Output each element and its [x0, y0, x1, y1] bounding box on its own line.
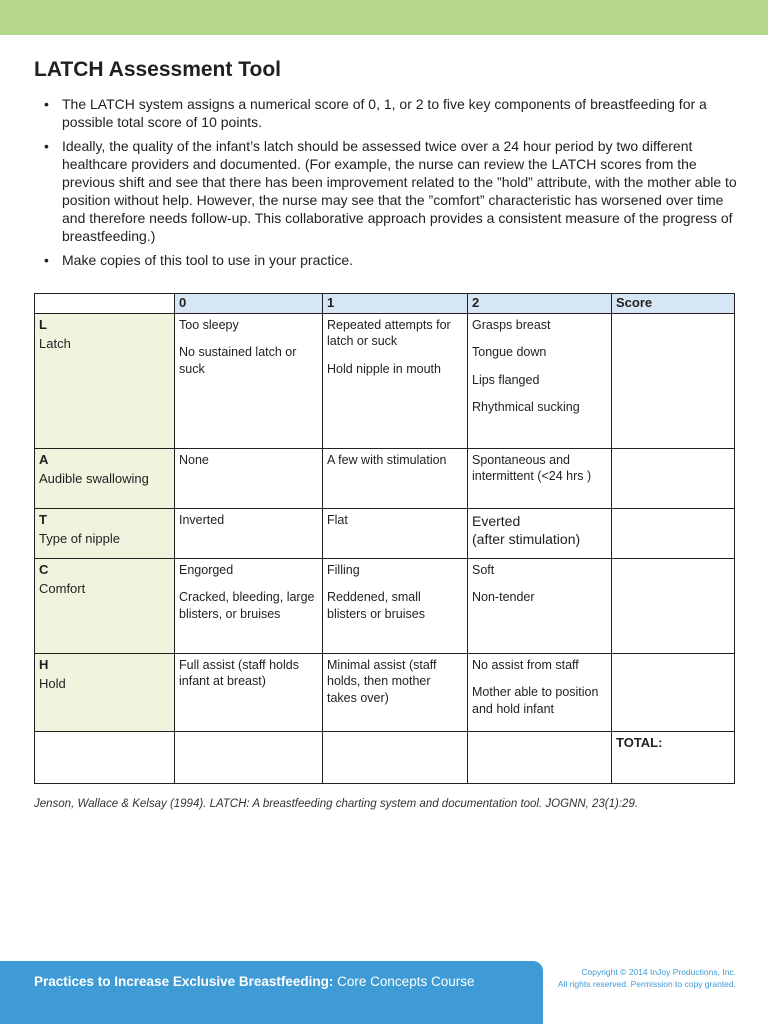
copyright-line: All rights reserved. Permission to copy granted.	[557, 979, 736, 989]
footer-banner	[0, 961, 543, 1024]
header-score-0: 0	[175, 294, 323, 314]
total-empty-cell	[323, 731, 468, 783]
top-color-band	[0, 0, 768, 35]
cell-text: (after stimulation)	[472, 530, 581, 547]
cell-text: A few with stimulation	[327, 452, 447, 467]
row-letter: C	[39, 561, 49, 577]
cell-score-0	[175, 653, 323, 731]
cell-score-2	[468, 558, 612, 653]
cell-text: Non-tender	[472, 590, 535, 604]
row-letter: L	[39, 316, 47, 332]
header-score-1: 1	[323, 294, 468, 314]
course-title-bold: Practices to Increase Exclusive Breastfeeding:	[34, 974, 334, 989]
table-total-row	[35, 731, 735, 783]
cell-score-0	[175, 313, 323, 448]
row-head-comfort	[35, 558, 175, 653]
row-category: Audible swallowing	[39, 471, 149, 486]
cell-text: Mother able to position and hold infant	[472, 685, 599, 716]
cell-text: Grasps breast	[472, 317, 551, 332]
cell-score-2	[468, 448, 612, 508]
cell-text: No assist from staff	[472, 657, 579, 672]
cell-score-1	[323, 508, 468, 558]
table-row	[35, 558, 735, 653]
header-blank	[35, 294, 175, 314]
cell-score-0	[175, 508, 323, 558]
cell-text: Full assist (staff holds infant at breast)	[179, 657, 299, 688]
total-label: TOTAL:	[616, 734, 663, 750]
total-empty-cell	[35, 731, 175, 783]
intro-bullet-list	[34, 95, 739, 275]
cell-text: Minimal assist (staff holds, then mother takes over)	[327, 657, 437, 705]
page-title: LATCH Assessment Tool	[34, 58, 281, 81]
course-title	[34, 974, 474, 989]
cell-score-0	[175, 448, 323, 508]
latch-score-table	[34, 293, 735, 784]
cell-score-2	[468, 313, 612, 448]
table-row	[35, 508, 735, 558]
cell-text: Repeated attempts for latch or suck	[327, 317, 451, 348]
cell-score-1	[323, 313, 468, 448]
row-head-latch	[35, 313, 175, 448]
cell-score-1	[323, 558, 468, 653]
total-empty-cell	[175, 731, 323, 783]
cell-text: Spontaneous and intermittent (<24 hrs )	[472, 452, 592, 483]
cell-text: Reddened, small blisters or bruises	[327, 590, 425, 621]
cell-score-2	[468, 653, 612, 731]
table-header-row	[35, 294, 735, 314]
cell-text: None	[179, 452, 209, 467]
copyright-notice	[558, 966, 736, 990]
cell-text: Flat	[327, 512, 348, 527]
score-entry-cell[interactable]	[612, 313, 735, 448]
score-entry-cell[interactable]	[612, 653, 735, 731]
row-category: Type of nipple	[39, 531, 120, 546]
score-entry-cell[interactable]	[612, 448, 735, 508]
row-category: Comfort	[39, 581, 86, 596]
cell-score-0	[175, 558, 323, 653]
course-title-rest: Core Concepts Course	[333, 974, 475, 989]
table-row	[35, 313, 735, 448]
row-category: Hold	[39, 676, 66, 691]
row-head-audible	[35, 448, 175, 508]
bullet-item: • Ideally, the quality of the infant’s latch should be assessed twice over a 24 hour period by two different healthcare providers and documented. (For example, the nurse can review the LATCH scores from the previous shift and see that there has been improvement related to the ”hold” attribute, with the mother able to position without help. However, the nurse may see that the ”comfort” characteristic has worsened over time and therefore needs follow-up. This collaborative approach provides a consistent measure of the progress of breastfeeding.)	[34, 137, 739, 245]
cell-text: Inverted	[179, 512, 225, 527]
header-score-column: Score	[612, 294, 735, 314]
score-entry-cell[interactable]	[612, 508, 735, 558]
copyright-line: Copyright © 2014 InJoy Productions, Inc.	[581, 967, 736, 977]
cell-text: Tongue down	[472, 345, 547, 359]
total-score-cell[interactable]	[612, 731, 735, 783]
row-letter: H	[39, 656, 49, 672]
table-row	[35, 448, 735, 508]
cell-text: Too sleepy	[179, 317, 239, 332]
cell-score-1	[323, 653, 468, 731]
cell-text: Lips flanged	[472, 372, 540, 387]
cell-score-2	[468, 508, 612, 558]
cell-text: Engorged	[179, 562, 234, 577]
total-empty-cell	[468, 731, 612, 783]
row-head-hold	[35, 653, 175, 731]
cell-text: Cracked, bleeding, large blisters, or bruises	[179, 590, 315, 621]
cell-text: Rhythmical sucking	[472, 400, 580, 414]
cell-text: No sustained latch or suck	[179, 345, 297, 376]
bullet-item: • The LATCH system assigns a numerical score of 0, 1, or 2 to five key components of breastfeeding for a possible total score of 10 points.	[34, 95, 739, 131]
table-row	[35, 653, 735, 731]
cell-text: Soft	[472, 562, 495, 577]
cell-text: Filling	[327, 562, 360, 577]
row-head-type	[35, 508, 175, 558]
citation: Jenson, Wallace & Kelsay (1994). LATCH: A breastfeeding charting system and documentation tool. JOGNN, 23(1):29.	[34, 798, 639, 810]
row-letter: A	[39, 451, 49, 467]
header-score-2: 2	[468, 294, 612, 314]
score-entry-cell[interactable]	[612, 558, 735, 653]
cell-text: Hold nipple in mouth	[327, 361, 441, 376]
bullet-item: • Make copies of this tool to use in your practice.	[34, 251, 739, 269]
cell-text: Everted	[472, 512, 521, 529]
cell-score-1	[323, 448, 468, 508]
row-letter: T	[39, 511, 47, 527]
row-category: Latch	[39, 336, 71, 351]
